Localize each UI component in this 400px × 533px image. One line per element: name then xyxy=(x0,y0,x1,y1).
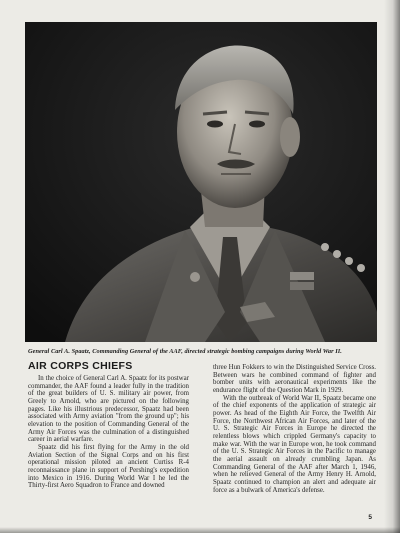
portrait-photo xyxy=(25,22,377,342)
article-heading: AIR CORPS CHIEFS xyxy=(28,360,133,372)
binding-shadow xyxy=(384,0,400,533)
paragraph-continuation: three Hun Fokkers to win the Distinguished Service Cross. Between wars he combined command of fighter and bomber units with aeronautical experiments like the endurance flight of the Question Mark in 1929. xyxy=(213,364,376,394)
paragraph: With the outbreak of World War II, Spaatz became one of the chief exponents of the application of strategic air power. As head of the Eighth Air Force, the Twelfth Air Force, the Northwest African Air Forces, and later of the U. S. Strategic Air Forces in Europe he directed the relentless blows which crippled Germany's capacity to make war. With the war in Europe won, he took command of the U. S. Strategic Air Forces in the Pacific to manage the aerial assault on already crumbling Japan. As Commanding General of the AAF after March 1, 1946, when he relieved General of the Army Henry H. Arnold, Spaatz continued to champion an alert and adequate air force as a bulwark of America's defense. xyxy=(213,394,376,494)
photo-caption: General Carl A. Spaatz, Commanding General of the AAF, directed strategic bombing campaigns during World War II. xyxy=(28,348,342,355)
paragraph: Spaatz did his first flying for the Army in the old Aviation Section of the Signal Corps and on his first operational mission piloted an ancient Curtiss R-4 reconnaissance plane in support of Pershing's expedition into Mexico in 1916. During World War I he led the Thirty-first Aero Squadron to France and downed xyxy=(28,443,189,490)
text-column-right xyxy=(213,364,376,494)
paragraph: In the choice of General Carl A. Spaatz for its postwar commander, the AAF found a leader fully in the tradition of the great builders of U. S. military air power, from Greely to Arnold, who are pictured on the following pages. Like his illustrious predecessor, Spaatz had been associated with Army aviation "from the ground up"; his elevation to the position of Commanding General of the Army Air Forces was the culmination of a distinguished career in aerial warfare. xyxy=(28,375,189,444)
portrait-illustration xyxy=(25,22,377,342)
page-number: 5 xyxy=(368,514,372,521)
text-column-left xyxy=(28,375,189,490)
page-edge-shadow xyxy=(0,527,400,533)
